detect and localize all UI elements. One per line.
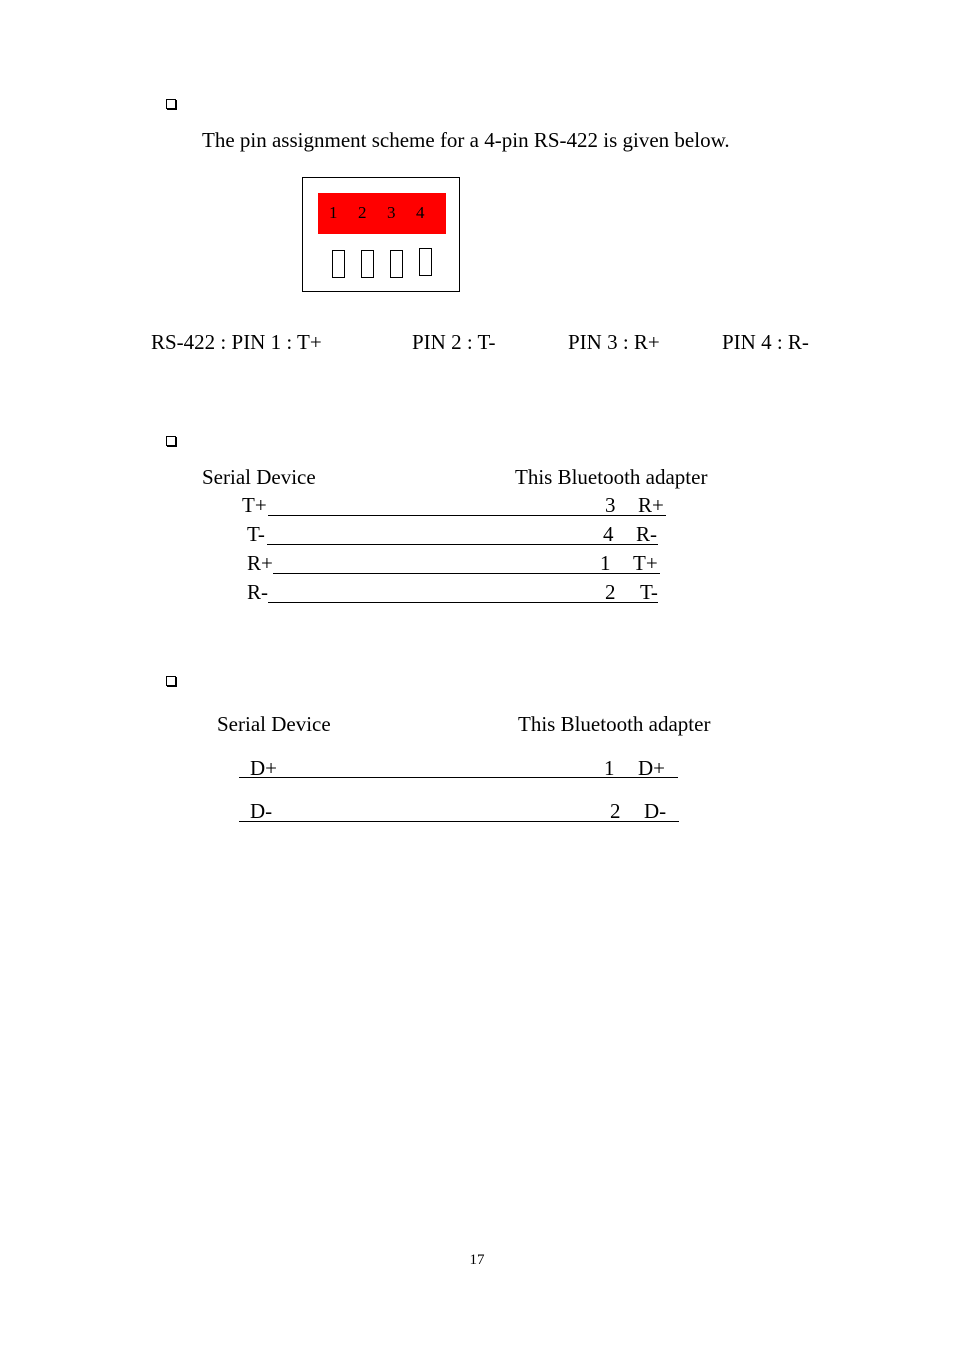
device-signal: T-	[247, 522, 265, 546]
pin-number-bar	[318, 193, 446, 234]
pin-number-1: 1	[329, 203, 338, 222]
adapter-signal: T+	[633, 551, 658, 575]
pin-assignment-2: PIN 2 : T-	[412, 330, 496, 354]
rs422-left-header: Serial Device	[202, 465, 316, 489]
rs485-left-header: Serial Device	[217, 712, 331, 736]
adapter-pin: 1	[600, 551, 611, 575]
bullet-3	[166, 676, 176, 686]
device-signal: R+	[247, 551, 273, 575]
pin-assignment-1: RS-422 : PIN 1 : T+	[151, 330, 322, 354]
pin-number-4: 4	[416, 203, 425, 222]
pin-assignment-4: PIN 4 : R-	[722, 330, 809, 354]
device-signal: D+	[250, 756, 278, 780]
adapter-pin: 4	[603, 522, 614, 546]
pin-number-3: 3	[387, 203, 396, 222]
page-number: 17	[469, 1252, 485, 1268]
intro-text: The pin assignment scheme for a 4-pin RS-422 is given below.	[202, 128, 730, 152]
adapter-signal: D-	[644, 799, 667, 823]
device-signal: T+	[242, 493, 267, 517]
rs422-right-header: This Bluetooth adapter	[515, 465, 708, 489]
adapter-pin: 1	[604, 756, 615, 780]
wire-line	[268, 602, 658, 603]
adapter-signal: T-	[640, 580, 658, 604]
adapter-signal: R+	[638, 493, 664, 517]
bullet-2	[166, 436, 176, 446]
pin-slot-3	[390, 250, 403, 278]
adapter-signal: R-	[636, 522, 657, 546]
device-signal: D-	[250, 799, 273, 823]
adapter-pin: 3	[605, 493, 616, 517]
adapter-pin: 2	[610, 799, 621, 823]
pin-slot-1	[332, 250, 345, 278]
adapter-signal: D+	[638, 756, 666, 780]
rs485-right-header: This Bluetooth adapter	[518, 712, 711, 736]
bullet-1	[166, 99, 176, 109]
pin-assignment-3: PIN 3 : R+	[568, 330, 660, 354]
adapter-pin: 2	[605, 580, 616, 604]
wire-line	[267, 544, 658, 545]
device-signal: R-	[247, 580, 268, 604]
connector-diagram	[302, 177, 460, 292]
pin-slot-2	[361, 250, 374, 278]
pin-number-2: 2	[358, 203, 367, 222]
pin-slot-4	[419, 248, 432, 276]
